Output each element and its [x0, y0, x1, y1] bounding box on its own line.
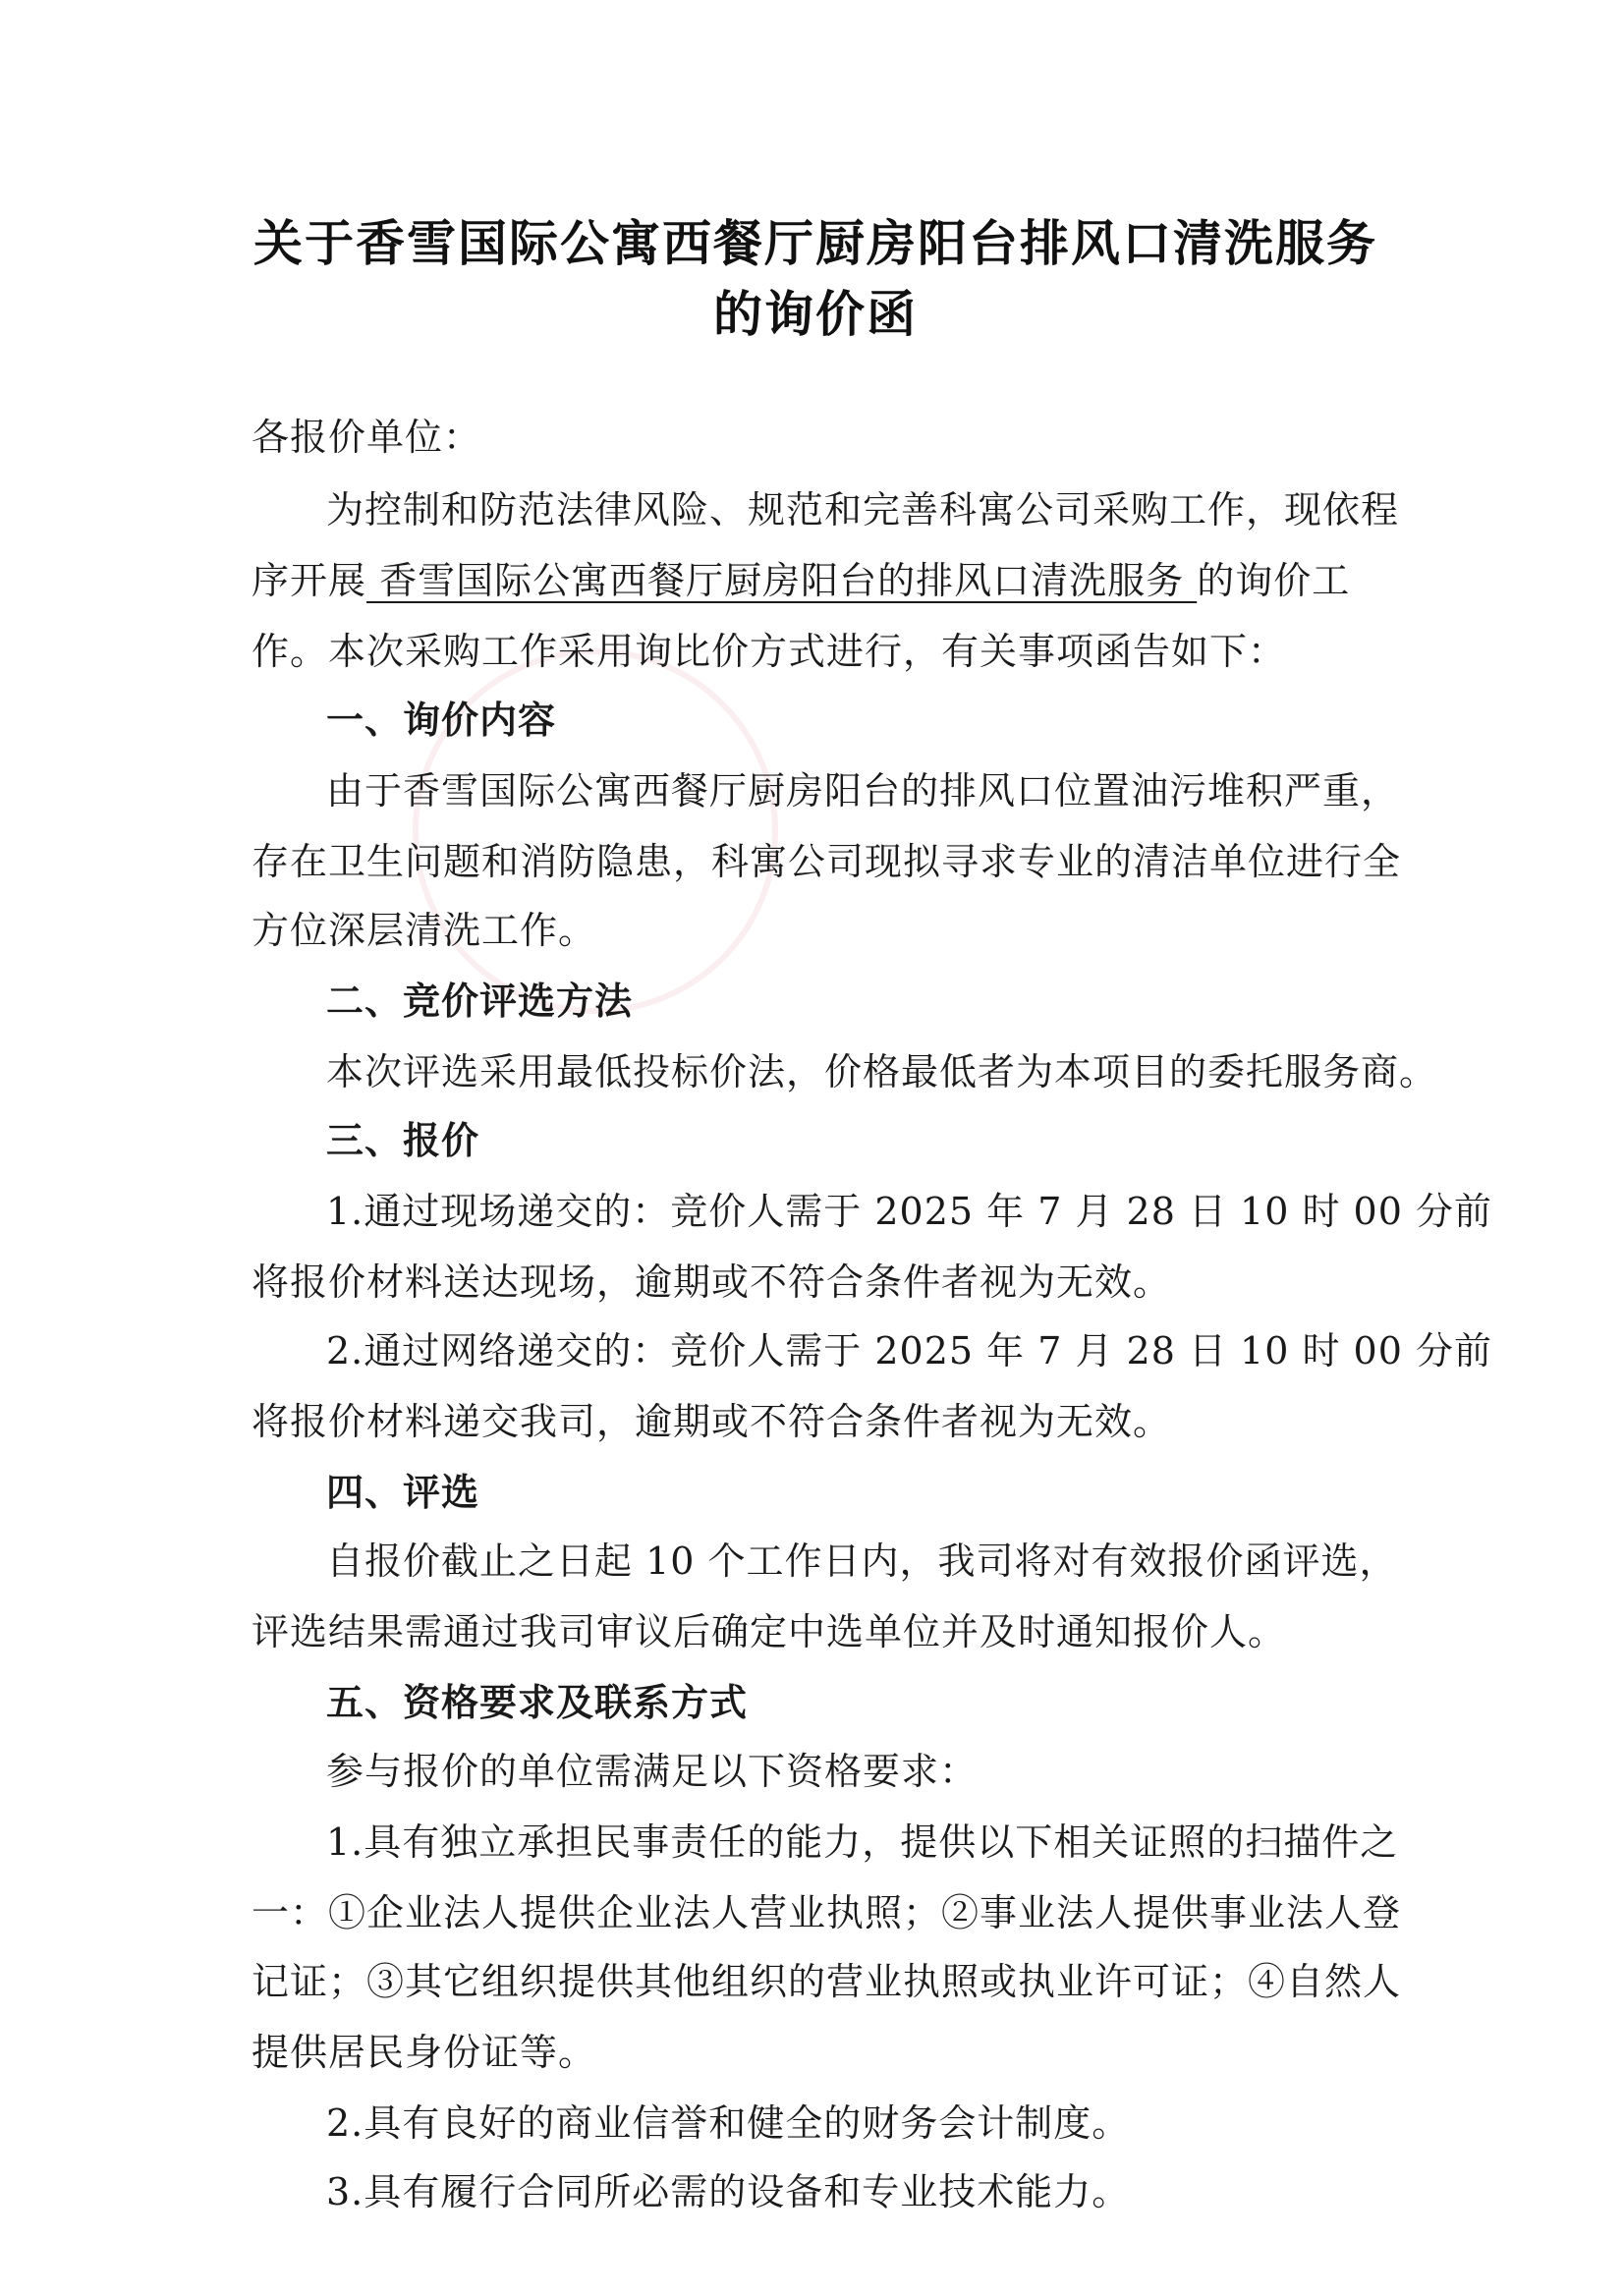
project-name-underlined: 香雪国际公寓西餐厅厨房阳台的排风口清洗服务 — [366, 559, 1198, 602]
section2-heading: 二、竞价评选方法 — [326, 980, 634, 1023]
section3-heading: 三、报价 — [326, 1119, 480, 1162]
intro-line-1: 为控制和防范法律风险、规范和完善科寓公司采购工作，现依程 — [326, 488, 1400, 532]
section5-item1-line-1: 1.具有独立承担民事责任的能力，提供以下相关证照的扫描件之 — [326, 1820, 1399, 1864]
section5-item1-line-2: 一：①企业法人提供企业法人营业执照；②事业法人提供事业法人登 — [252, 1891, 1402, 1934]
section1-heading: 一、询价内容 — [326, 699, 557, 742]
section4-line-2: 评选结果需通过我司审议后确定中选单位并及时通知报价人。 — [252, 1610, 1287, 1653]
section5-heading: 五、资格要求及联系方式 — [326, 1681, 749, 1724]
section3-item2-line-1: 2.通过网络递交的：竞价人需于 2025 年 7 月 28 日 10 时 00 分前 — [326, 1329, 1492, 1372]
section3-item1-line-2: 将报价材料送达现场，逾期或不符合条件者视为无效。 — [252, 1260, 1172, 1304]
intro-line-2-prefix: 序开展 — [252, 559, 367, 602]
intro-line-2-suffix: 的询价工 — [1197, 559, 1351, 602]
section5-intro: 参与报价的单位需满足以下资格要求： — [326, 1750, 979, 1793]
section5-item2: 2.具有良好的商业信誉和健全的财务会计制度。 — [326, 2101, 1131, 2145]
section4-line-1: 自报价截止之日起 10 个工作日内，我司将对有效报价函评选， — [326, 1539, 1398, 1583]
salutation: 各报价单位： — [252, 416, 482, 459]
document-title-line1: 关于香雪国际公寓西餐厅厨房阳台排风口清洗服务 — [253, 215, 1377, 272]
section5-item3: 3.具有履行合同所必需的设备和专业技术能力。 — [326, 2170, 1131, 2213]
section1-line-2: 存在卫生问题和消防隐患，科寓公司现拟寻求专业的清洁单位进行全 — [252, 840, 1402, 883]
section3-item2-line-2: 将报价材料递交我司，逾期或不符合条件者视为无效。 — [252, 1400, 1172, 1443]
section2-line-1: 本次评选采用最低投标价法，价格最低者为本项目的委托服务商。 — [326, 1050, 1438, 1093]
section1-line-1: 由于香雪国际公寓西餐厅厨房阳台的排风口位置油污堆积严重， — [326, 769, 1400, 812]
intro-line-3: 作。本次采购工作采用询比价方式进行，有关事项函告如下： — [252, 630, 1287, 673]
section5-item1-line-4: 提供居民身份证等。 — [252, 2031, 597, 2074]
section5-item1-line-3: 记证；③其它组织提供其他组织的营业执照或执业许可证；④自然人 — [252, 1960, 1402, 2003]
intro-line-2 — [252, 556, 1350, 605]
section1-line-3: 方位深层清洗工作。 — [252, 909, 597, 952]
section4-heading: 四、评选 — [326, 1471, 480, 1514]
section3-item1-line-1: 1.通过现场递交的：竞价人需于 2025 年 7 月 28 日 10 时 00 分前 — [326, 1190, 1492, 1233]
document-title-line2: 的询价函 — [713, 286, 918, 343]
